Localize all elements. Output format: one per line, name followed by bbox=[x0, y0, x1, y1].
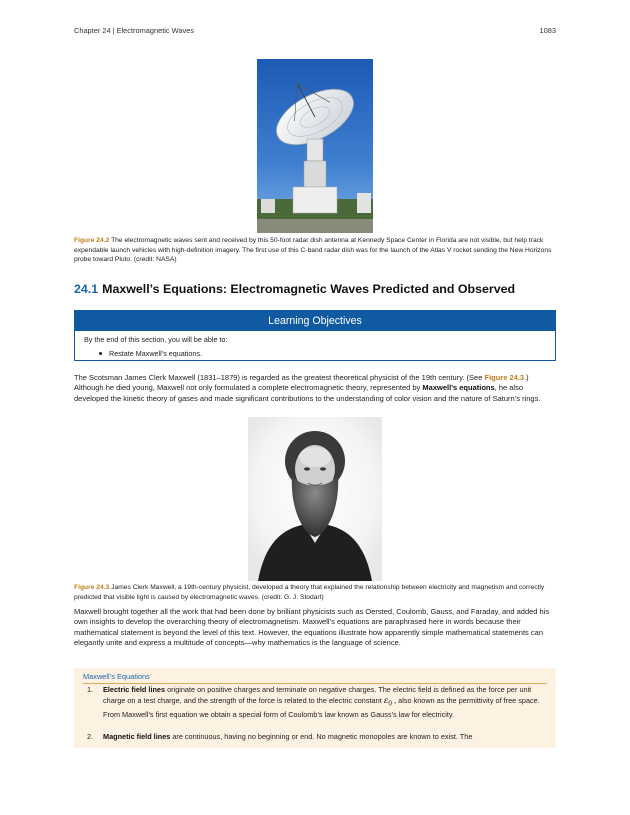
figure-24-3-caption bbox=[74, 583, 556, 602]
maxwell-portrait-photo bbox=[248, 417, 382, 581]
body-paragraph: Maxwell brought together all the work that had been done by brilliant physicists such as Oersted, Coulomb, Gauss, and Faraday, and added his own insights to develop the overarching theory of electromagnetism. Maxwell’s equations are paraphrased here in words because their mathematical statement is beyond the level of this text. However, the equations illustrate how apparently simple mathematical statements can elegantly unite and express a multitude of concepts—why mathematics is the language of science. bbox=[74, 607, 550, 648]
symbol-subscript: 0 bbox=[388, 700, 393, 708]
item-text: are continuous, having no beginning or end. No magnetic monopoles are known to exist. The bbox=[170, 732, 473, 741]
intro-paragraph bbox=[74, 373, 558, 404]
section-title bbox=[74, 282, 515, 296]
caption-text: James Clerk Maxwell, a 19th-century physicist, developed a theory that explained the relationship between electricity and magnetism and correctly predicted that visible light is caused by electromagnetic waves. (credit: G. J. Stodart) bbox=[74, 584, 545, 601]
page-number: 1083 bbox=[539, 26, 556, 35]
item-text: originate on positive charges and terminate on negative charges. The electric field is defined as the force per unit charge on a test charge, and the strength of the force is related to the electric constant bbox=[103, 685, 532, 705]
box-title: Maxwell’s Equations bbox=[83, 672, 150, 681]
maxwells-equations-box bbox=[74, 668, 556, 748]
item-number: 1. bbox=[87, 685, 94, 694]
paragraph-text: , he also developed the kinetic theory of gases and made significant contributions to the understanding of color vision and the nature of Saturn’s rings. bbox=[74, 383, 541, 403]
learning-objectives-box bbox=[74, 310, 556, 361]
maxwells-equations-term: Maxwell’s equations bbox=[422, 383, 495, 393]
item-number: 2. bbox=[87, 732, 94, 741]
symbol-char: ε bbox=[383, 695, 389, 706]
figure-label: Figure 24.3 bbox=[74, 584, 110, 591]
learning-objectives-intro: By the end of this section, you will be able to: bbox=[84, 335, 228, 344]
figure-24-2-caption bbox=[74, 236, 556, 265]
learning-objective-item bbox=[99, 349, 202, 358]
bullet-icon bbox=[99, 352, 102, 355]
section-title-text: Maxwell’s Equations: Electromagnetic Waves Predicted and Observed bbox=[102, 282, 516, 296]
term-bold: Electric field lines bbox=[103, 685, 166, 694]
equation-item bbox=[87, 685, 543, 720]
learning-objective-text: Restate Maxwell’s equations. bbox=[109, 349, 202, 358]
learning-objectives-heading: Learning Objectives bbox=[75, 311, 555, 331]
section-number: 24.1 bbox=[74, 282, 99, 296]
caption-text: The electromagnetic waves sent and received by this 50-foot radar dish antenna at Kennedy Space Center in Florida are not visible, but help track expendable launch vehicles with high-definition imagery. The first use of this C-band radar dish was for the launch of the Atlas V rocket sending the New Horizons probe toward Pluto. (credit: NASA) bbox=[74, 237, 552, 264]
paragraph-text: .) Although he died young, Maxwell not only formulated a complete electromagnetic theory, represented by bbox=[74, 373, 529, 393]
paragraph-text: The Scotsman James Clerk Maxwell (1831–1879) is regarded as the greatest theoretical physicist of the 19th century. (See bbox=[74, 373, 485, 382]
figure-24-3-link[interactable]: Figure 24.3 bbox=[484, 373, 525, 382]
box-divider bbox=[83, 683, 547, 684]
radar-dish-photo bbox=[257, 59, 373, 233]
epsilon-symbol bbox=[384, 696, 392, 706]
term-bold: Magnetic field lines bbox=[103, 732, 171, 741]
item-text: , also known as the permittivity of free space. From Maxwell’s first equation we obtain a special form of Coulomb’s law known as Gauss’s law for electricity. bbox=[103, 695, 540, 719]
equation-item bbox=[87, 732, 543, 743]
running-header-chapter: Chapter 24 | Electromagnetic Waves bbox=[74, 26, 194, 35]
figure-label: Figure 24.2 bbox=[74, 237, 110, 244]
